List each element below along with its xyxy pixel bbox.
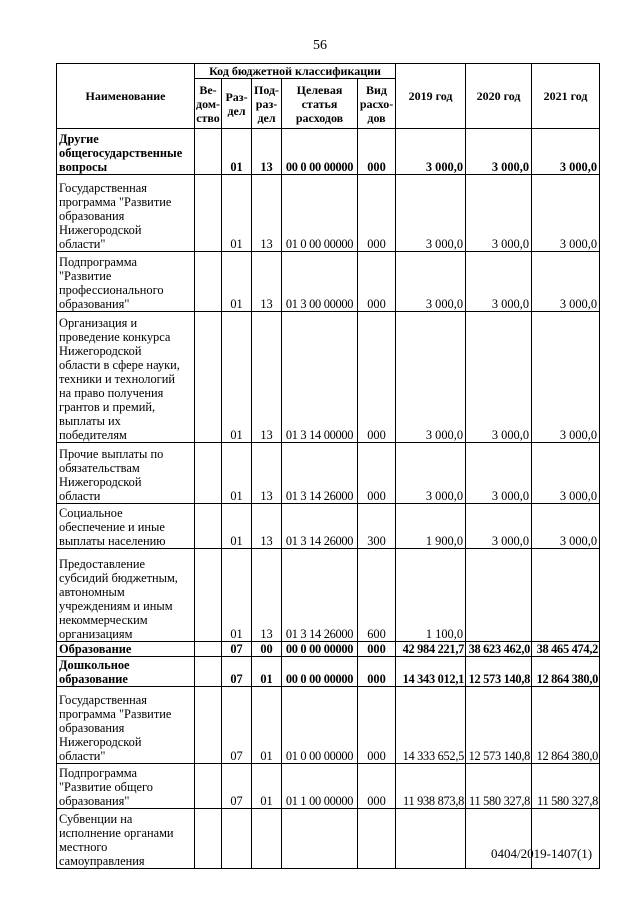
row-amount-2021: 3 000,0 [532,129,600,175]
row-podrazdel: 13 [252,504,282,549]
row-razdel: 07 [222,764,252,809]
row-amount-2020 [466,549,532,642]
header-2020: 2020 год [466,64,532,129]
row-vedomstvo [195,504,222,549]
row-target-article: 01 3 00 00000 [282,252,358,312]
row-expense-type: 000 [358,252,396,312]
header-name: Наименование [57,64,195,129]
row-expense-type: 000 [358,129,396,175]
row-vedomstvo [195,252,222,312]
row-expense-type: 000 [358,175,396,252]
row-expense-type: 600 [358,549,396,642]
row-target-article: 01 1 00 00000 [282,764,358,809]
row-razdel: 01 [222,504,252,549]
table-row [57,504,600,549]
row-target-article: 01 0 00 00000 [282,175,358,252]
row-expense-type: 000 [358,657,396,687]
row-target-article: 01 0 00 00000 [282,687,358,764]
header-target-article: Целевая статья расходов [282,79,358,129]
header-vedomstvo: Ве- дом- ство [195,79,222,129]
header-2021: 2021 год [532,64,600,129]
row-podrazdel: 13 [252,129,282,175]
row-amount-2019: 3 000,0 [396,312,466,443]
row-podrazdel: 13 [252,549,282,642]
row-podrazdel: 13 [252,175,282,252]
row-podrazdel: 01 [252,657,282,687]
row-amount-2019 [396,809,466,869]
row-expense-type: 000 [358,642,396,657]
row-amount-2019: 3 000,0 [396,252,466,312]
row-amount-2020: 12 573 140,8 [466,687,532,764]
row-amount-2019: 3 000,0 [396,175,466,252]
row-podrazdel: 00 [252,642,282,657]
row-amount-2019: 14 343 012,1 [396,657,466,687]
row-razdel: 07 [222,657,252,687]
row-amount-2019: 3 000,0 [396,443,466,504]
row-amount-2019: 3 000,0 [396,129,466,175]
row-razdel: 01 [222,312,252,443]
row-podrazdel [252,809,282,869]
table-row [57,175,600,252]
row-amount-2021: 3 000,0 [532,312,600,443]
row-vedomstvo [195,687,222,764]
table-row [57,764,600,809]
row-name: Государственная программа "Развитие образования Нижегородской области" [57,175,195,252]
row-amount-2021: 38 465 474,2 [532,642,600,657]
row-vedomstvo [195,175,222,252]
row-name: Субвенции на исполнение органами местного самоуправления [57,809,195,869]
row-target-article: 01 3 14 26000 [282,549,358,642]
row-expense-type: 000 [358,764,396,809]
row-vedomstvo [195,809,222,869]
row-vedomstvo [195,642,222,657]
row-expense-type: 000 [358,443,396,504]
row-amount-2019: 42 984 221,7 [396,642,466,657]
row-razdel: 01 [222,549,252,642]
row-amount-2021: 3 000,0 [532,175,600,252]
row-amount-2020: 3 000,0 [466,443,532,504]
row-podrazdel: 13 [252,312,282,443]
header-podrazdel: Под- раз- дел [252,79,282,129]
row-name: Социальное обеспечение и иные выплаты населению [57,504,195,549]
row-amount-2021: 12 864 380,0 [532,687,600,764]
row-amount-2021: 12 864 380,0 [532,657,600,687]
row-name: Подпрограмма "Развитие профессионального образования" [57,252,195,312]
table-row [57,642,600,657]
row-vedomstvo [195,764,222,809]
row-razdel: 01 [222,443,252,504]
row-razdel: 07 [222,642,252,657]
row-name: Организация и проведение конкурса Нижегородской области в сфере науки, техники и технологий на право получения грантов и премий, выплаты их победителям [57,312,195,443]
row-amount-2021: 3 000,0 [532,252,600,312]
row-amount-2020: 3 000,0 [466,129,532,175]
row-target-article: 00 0 00 00000 [282,642,358,657]
row-amount-2021 [532,549,600,642]
row-amount-2021: 11 580 327,8 [532,764,600,809]
row-razdel: 01 [222,252,252,312]
row-name: Образование [57,642,195,657]
row-amount-2021: 3 000,0 [532,504,600,549]
row-name: Дошкольное образование [57,657,195,687]
row-vedomstvo [195,657,222,687]
row-amount-2020: 3 000,0 [466,175,532,252]
row-amount-2020: 3 000,0 [466,312,532,443]
row-amount-2019: 11 938 873,8 [396,764,466,809]
table-row [57,129,600,175]
row-name: Прочие выплаты по обязательствам Нижегородской области [57,443,195,504]
row-razdel: 01 [222,175,252,252]
row-name: Государственная программа "Развитие образования Нижегородской области" [57,687,195,764]
row-expense-type: 000 [358,312,396,443]
row-podrazdel: 01 [252,764,282,809]
row-name: Другие общегосударственные вопросы [57,129,195,175]
table-row [57,549,600,642]
document-code: 0404/2019-1407(1) [491,846,593,861]
row-amount-2019: 14 333 652,5 [396,687,466,764]
table-row [57,443,600,504]
table-row [57,657,600,687]
row-name: Предоставление субсидий бюджетным, автономным учреждениям и иным некоммерческим организациям [57,549,195,642]
row-amount-2020: 11 580 327,8 [466,764,532,809]
table-body [57,129,600,869]
table-row [57,312,600,443]
row-target-article: 00 0 00 00000 [282,657,358,687]
row-target-article: 01 3 14 00000 [282,312,358,443]
row-vedomstvo [195,312,222,443]
row-target-article: 00 0 00 00000 [282,129,358,175]
row-amount-2020: 3 000,0 [466,252,532,312]
row-name: Подпрограмма "Развитие общего образования" [57,764,195,809]
row-expense-type: 000 [358,687,396,764]
header-2019: 2019 год [396,64,466,129]
budget-table [56,63,600,869]
row-expense-type: 300 [358,504,396,549]
header-classification: Код бюджетной классификации [195,64,396,79]
row-target-article [282,809,358,869]
row-vedomstvo [195,549,222,642]
row-razdel: 07 [222,687,252,764]
page-number: 56 [313,38,327,53]
row-expense-type [358,809,396,869]
table-row [57,252,600,312]
row-amount-2021: 3 000,0 [532,443,600,504]
row-target-article: 01 3 14 26000 [282,504,358,549]
row-vedomstvo [195,443,222,504]
row-razdel: 01 [222,129,252,175]
header-expense-type: Вид расхо- дов [358,79,396,129]
row-amount-2020: 12 573 140,8 [466,657,532,687]
row-podrazdel: 13 [252,252,282,312]
row-vedomstvo [195,129,222,175]
row-razdel [222,809,252,869]
row-amount-2020: 3 000,0 [466,504,532,549]
row-amount-2019: 1 900,0 [396,504,466,549]
row-target-article: 01 3 14 26000 [282,443,358,504]
row-amount-2019: 1 100,0 [396,549,466,642]
header-razdel: Раз- дел [222,79,252,129]
row-podrazdel: 13 [252,443,282,504]
row-amount-2020: 38 623 462,0 [466,642,532,657]
row-podrazdel: 01 [252,687,282,764]
table-row [57,687,600,764]
